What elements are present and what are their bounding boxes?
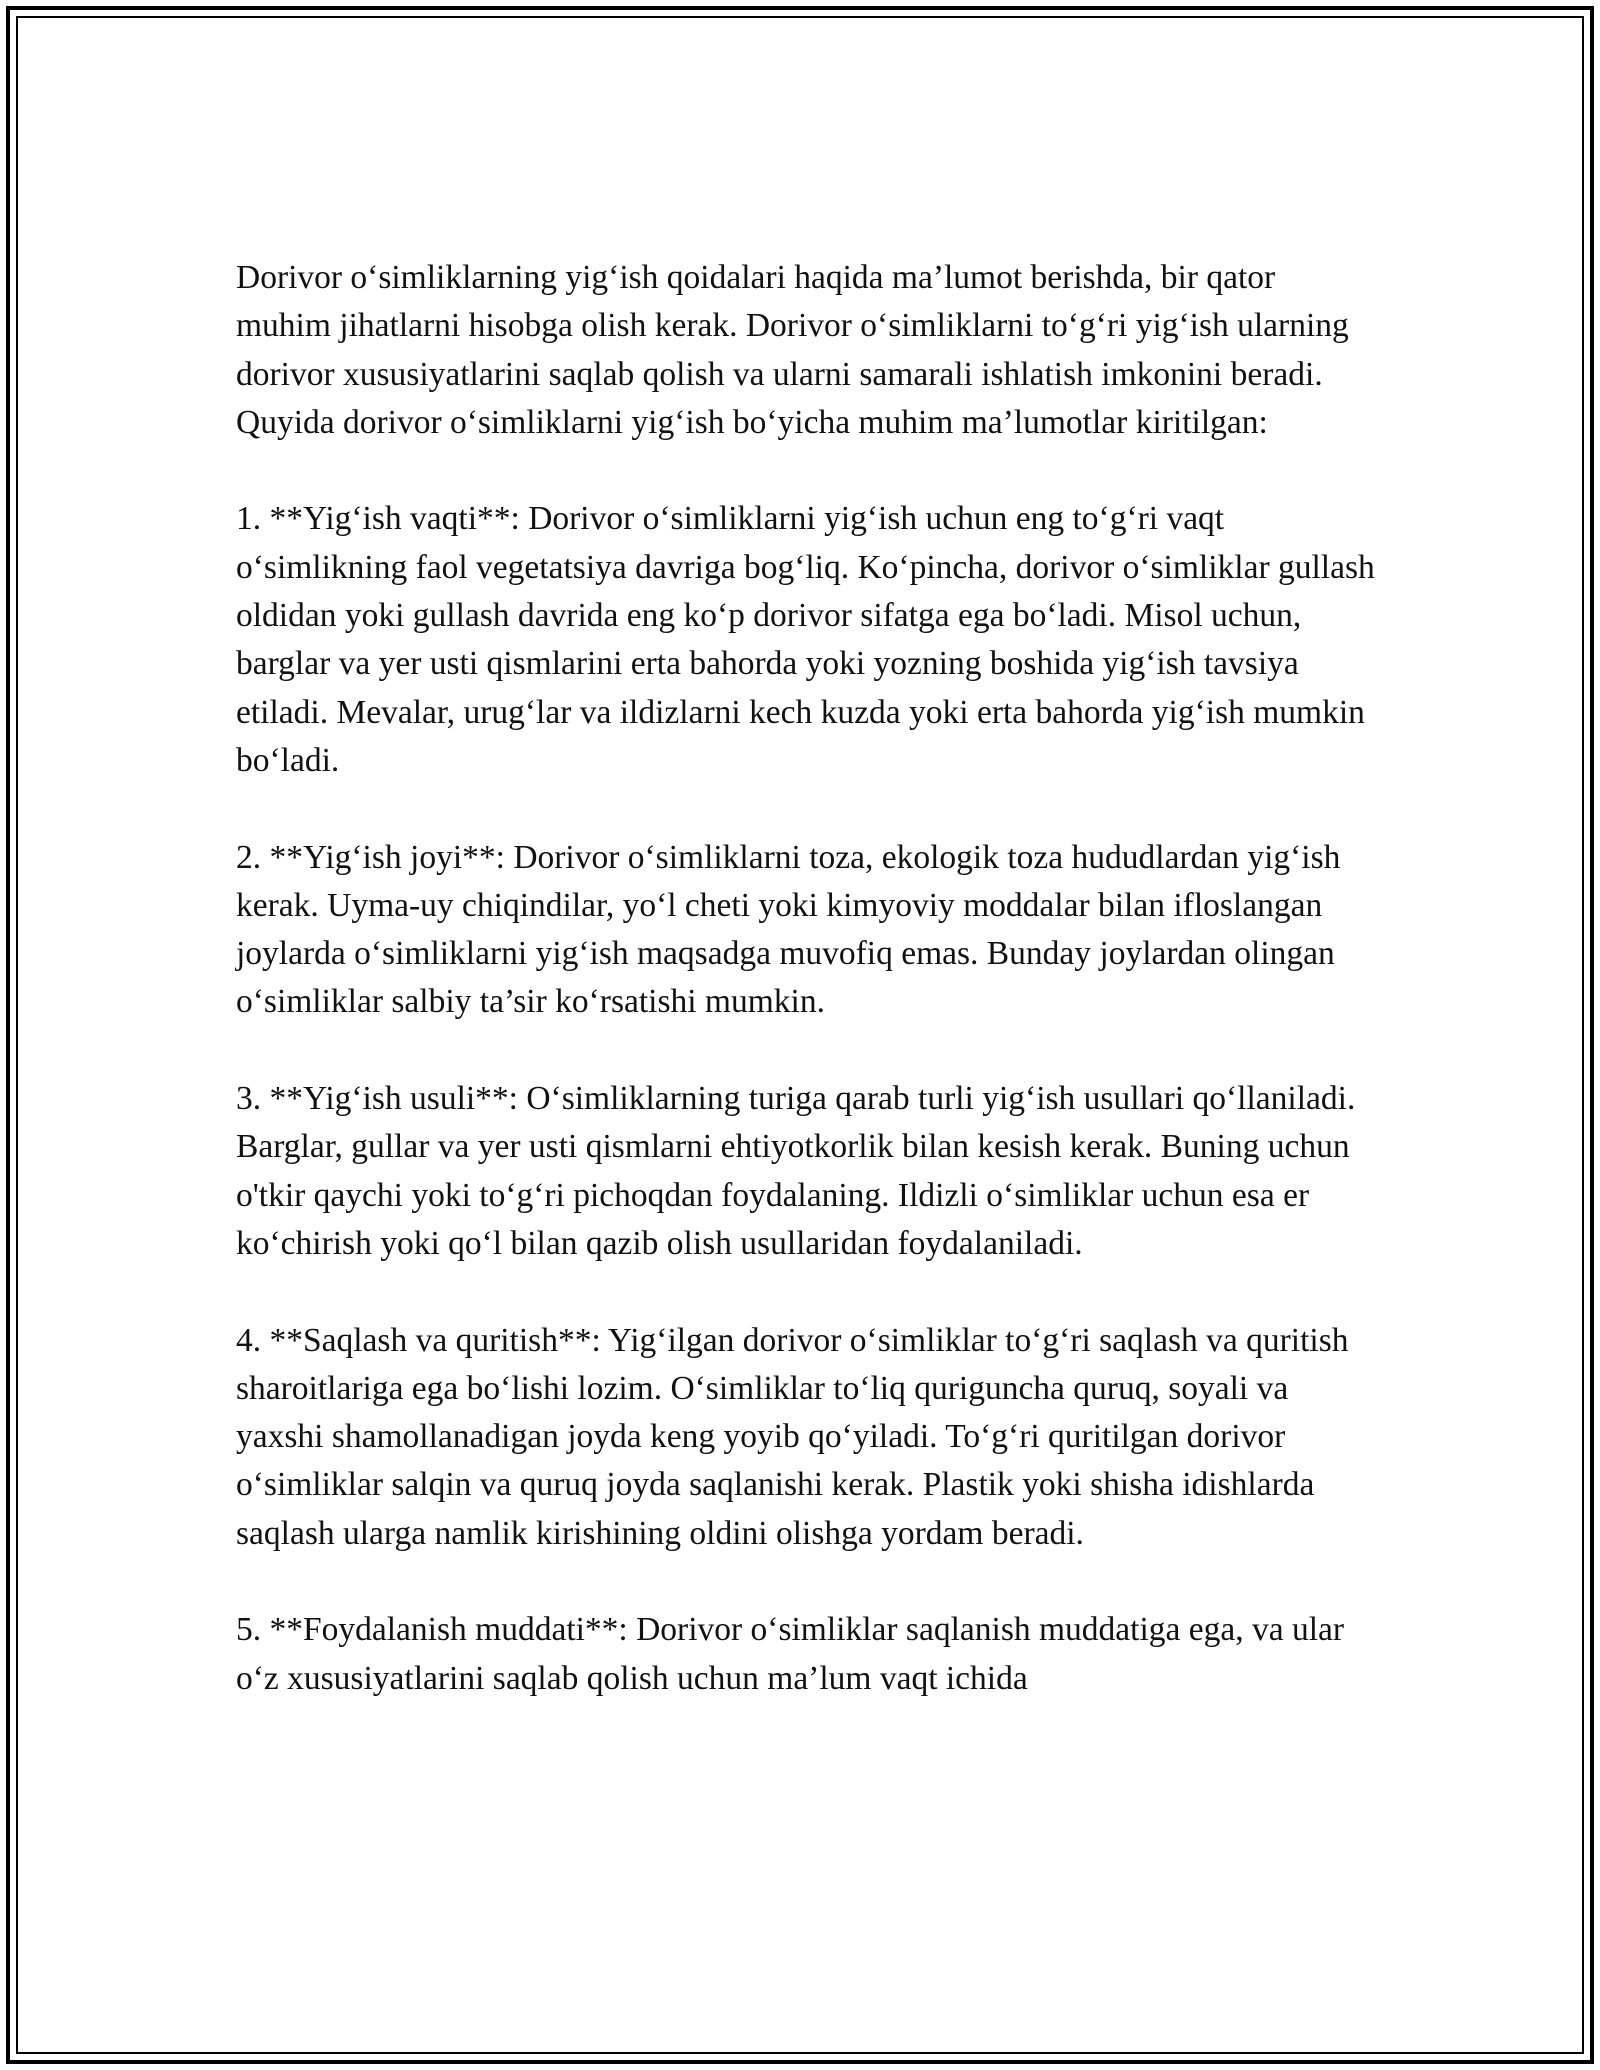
intro-paragraph: Dorivor o‘simliklarning yig‘ish qoidalari haqida ma’lumot berishda, bir qator muhim jihatlarni hisobga olish kerak. Dorivor o‘simliklarni to‘g‘ri yig‘ish ularning dorivor xususiyatlarini saqlab qolish va ularni samarali ishlatish imkonini beradi. Quyida dorivor o‘simliklarni yig‘ish bo‘yicha muhim ma’lumotlar kiritilgan: [236, 259, 1349, 441]
list-item-harvest-method: 3. **Yig‘ish usuli**: O‘simliklarning turiga qarab turli yig‘ish usullari qo‘llaniladi. Barglar, gullar va yer usti qismlarni ehtiyotkorlik bilan kesish kerak. Buning uchun o'tkir qaychi yoki to‘g‘ri pichoqdan foydalaning. Ildizli o‘simliklar uchun esa er ko‘chirish yoki qo‘l bilan qazib olish usullaridan foydalaniladi. [236, 1080, 1356, 1262]
list-item-harvest-place: 2. **Yig‘ish joyi**: Dorivor o‘simliklarni toza, ekologik toza hududlardan yig‘ish kerak. Uyma-uy chiqindilar, yo‘l cheti yoki kimyoviy moddalar bilan ifloslangan joylarda o‘simliklarni yig‘ish maqsadga muvofiq emas. Bunday joylardan olingan o‘simliklar salbiy ta’sir ko‘rsatishi mumkin. [236, 838, 1341, 1021]
list-item-usage-period: 5. **Foydalanish muddati**: Dorivor o‘simliklar saqlanish muddatiga ega, va ular o‘z xususiyatlarini saqlab qolish uchun ma’lum vaqt ichida [236, 1611, 1345, 1697]
list-item-storage-drying: 4. **Saqlash va quritish**: Yig‘ilgan dorivor o‘simliklar to‘g‘ri saqlash va quritish sharoitlariga ega bo‘lishi lozim. O‘simliklar to‘liq quriguncha quruq, soyali va yaxshi shamollanadigan joyda keng yoyib qo‘yiladi. To‘g‘ri quritilgan dorivor o‘simliklar salqin va quruq joyda saqlanishi kerak. Plastik yoki shisha idishlarda saqlash ularga namlik kirishining oldini olishga yordam beradi. [236, 1321, 1349, 1552]
list-item-harvest-time: 1. **Yig‘ish vaqti**: Dorivor o‘simliklarni yig‘ish uchun eng to‘g‘ri vaqt o‘simlikning faol vegetatsiya davriga bog‘liq. Ko‘pincha, dorivor o‘simliklar gullash oldidan yoki gullash davrida eng ko‘p dorivor sifatga ega bo‘ladi. Misol uchun, barglar va yer usti qismlarini erta bahorda yoki yozning boshida yig‘ish tavsiya etiladi. Mevalar, urug‘lar va ildizlarni kech kuzda yoki erta bahorda yig‘ish mumkin bo‘ladi. [236, 500, 1375, 779]
document-body [236, 254, 1376, 1703]
